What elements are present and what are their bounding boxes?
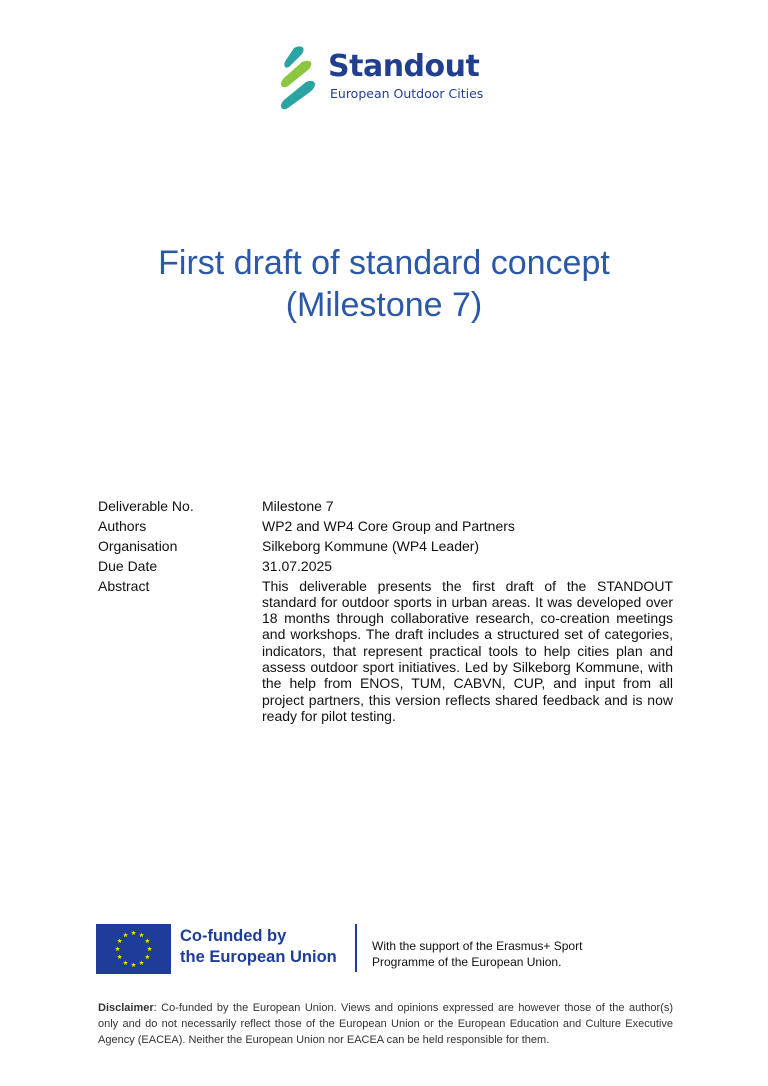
- meta-label: Due Date: [98, 558, 158, 574]
- meta-row-organisation: [98, 536, 673, 556]
- document-title: [0, 242, 768, 326]
- meta-value: WP2 and WP4 Core Group and Partners: [262, 518, 515, 534]
- meta-label: Abstract: [98, 578, 150, 594]
- abstract-text: This deliverable presents the first draft of the STANDOUT standard for outdoor sports in urban areas. It was developed over 18 months through collaborative research, co-creation meetings and workshops. The draft includes a structured set of categories, indicators, that represent practical tools to help cities plan and assess outdoor sport initiatives. Led by Silkeborg Kommune, with the help from ENOS, TUM, CABVN, CUP, and input from all project partners, this version reflects shared feedback and is now ready for pilot testing.: [262, 577, 673, 724]
- disclaimer-text: : Co-funded by the European Union. Views and opinions expressed are however those of the author(s) only and do not necessarily reflect those of the European Union or the European Education and Culture Executive Agency (EACEA). Neither the European Union nor EACEA can be held responsible for them.: [98, 1002, 673, 1046]
- cofunded-line-1: Co-funded by: [180, 927, 287, 945]
- erasmus-support-text: [372, 938, 582, 970]
- eu-star-icon: [131, 962, 136, 967]
- logo-tagline: European Outdoor Cities: [330, 86, 484, 101]
- support-line-1: With the support of the Erasmus+ Sport: [372, 939, 583, 953]
- support-line-2: Programme of the European Union.: [372, 955, 562, 969]
- eu-star-icon: [123, 960, 128, 965]
- eu-star-icon: [123, 933, 128, 938]
- eu-star-icon: [145, 954, 150, 959]
- meta-value: 31.07.2025: [262, 558, 333, 574]
- metadata-table: [98, 496, 673, 724]
- logo-wordmark: Standout: [328, 49, 480, 84]
- disclaimer: [98, 1000, 673, 1048]
- disclaimer-label: Disclaimer: [98, 1002, 154, 1014]
- standout-logo: [276, 42, 486, 112]
- meta-row-authors: [98, 516, 673, 536]
- meta-label: Organisation: [98, 538, 178, 554]
- eu-flag-icon: [96, 924, 171, 974]
- eu-star-icon: [145, 938, 150, 943]
- meta-row-abstract: [98, 576, 673, 724]
- eu-star-icon: [131, 930, 136, 935]
- eu-star-icon: [117, 954, 122, 959]
- eu-stars-icon: [96, 924, 171, 974]
- eu-star-icon: [139, 933, 144, 938]
- divider: [355, 924, 357, 972]
- cofunded-label: [180, 926, 337, 968]
- meta-value: Milestone 7: [262, 498, 334, 514]
- meta-value: Silkeborg Kommune (WP4 Leader): [262, 538, 480, 554]
- meta-row-deliverable: [98, 496, 673, 516]
- eu-star-icon: [139, 960, 144, 965]
- cofunded-line-2: the European Union: [180, 948, 337, 966]
- eu-star-icon: [117, 938, 122, 943]
- eu-funding-block: [96, 924, 716, 976]
- meta-row-due-date: [98, 556, 673, 576]
- title-line-2: (Milestone 7): [285, 286, 483, 324]
- eu-star-icon: [115, 946, 120, 951]
- title-line-1: First draft of standard concept: [158, 244, 610, 282]
- meta-label: Deliverable No.: [98, 498, 194, 514]
- meta-label: Authors: [98, 518, 147, 534]
- eu-star-icon: [147, 946, 152, 951]
- standout-logo-mark-icon: [276, 42, 322, 112]
